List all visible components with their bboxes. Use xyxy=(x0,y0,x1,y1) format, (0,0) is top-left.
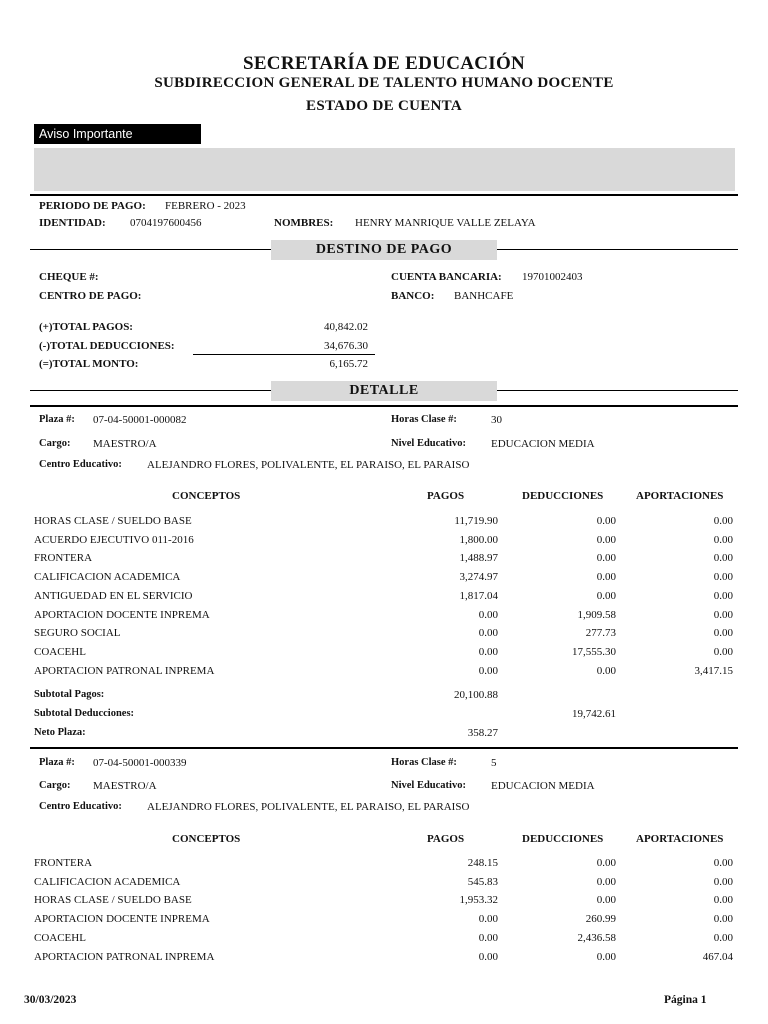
aportaciones-cell: 0.00 xyxy=(713,552,733,565)
aportaciones-cell: 0.00 xyxy=(713,515,733,527)
pagos-cell: 3,274.97 xyxy=(459,571,498,584)
subtotal-pagos-value: 20,100.88 xyxy=(454,689,498,701)
pagos-cell: 1,800.00 xyxy=(459,533,498,546)
nivel-value: EDUCACION MEDIA xyxy=(491,780,595,792)
sum-underline xyxy=(193,354,375,355)
cuenta-label: CUENTA BANCARIA: xyxy=(391,271,502,283)
destino-heading: DESTINO DE PAGO xyxy=(271,240,497,260)
concepto-cell: CALIFICACION ACADEMICA xyxy=(34,875,181,888)
deducciones-cell: 17,555.30 xyxy=(572,645,616,658)
subtotal-deducciones-label: Subtotal Deducciones: xyxy=(34,708,135,719)
col-pagos: PAGOS xyxy=(427,490,465,502)
cheque-label: CHEQUE #: xyxy=(39,271,99,283)
nivel-label: Nivel Educativo: xyxy=(391,438,466,449)
cargo-value: MAESTRO/A xyxy=(93,780,157,792)
deducciones-cell: 260.99 xyxy=(585,913,616,926)
pagos-cell: 0.00 xyxy=(478,950,498,963)
pagos-cell: 1,953.32 xyxy=(459,894,498,907)
aportaciones-cell: 0.00 xyxy=(713,608,733,621)
nivel-label: Nivel Educativo: xyxy=(391,780,466,791)
divider xyxy=(30,194,738,196)
aportaciones-cell: 0.00 xyxy=(713,894,733,907)
pagos-cell: 1,817.04 xyxy=(459,589,498,602)
plaza-label: Plaza #: xyxy=(39,757,75,768)
aportaciones-cell: 0.00 xyxy=(713,627,733,640)
identidad-label: IDENTIDAD: xyxy=(39,217,106,229)
centro-educativo-label: Centro Educativo: xyxy=(39,459,122,470)
aportaciones-cell: 0.00 xyxy=(713,571,733,584)
concepto-cell: HORAS CLASE / SUELDO BASE xyxy=(34,894,192,907)
notice-label: Aviso Importante xyxy=(34,124,201,144)
concepto-cell: COACEHL xyxy=(34,931,86,944)
nivel-value: EDUCACION MEDIA xyxy=(491,438,595,450)
page-title: SECRETARÍA DE EDUCACIÓN xyxy=(242,53,526,74)
pagos-cell: 0.00 xyxy=(478,931,498,944)
deducciones-cell: 0.00 xyxy=(596,664,616,677)
aportaciones-cell: 0.00 xyxy=(713,589,733,602)
footer-date: 30/03/2023 xyxy=(24,994,77,1006)
pagos-cell: 545.83 xyxy=(467,875,498,888)
pagos-cell: 1,488.97 xyxy=(459,552,498,565)
divider xyxy=(30,747,738,749)
col-deducciones: DEDUCCIONES xyxy=(522,833,604,845)
aportaciones-cell: 0.00 xyxy=(713,913,733,926)
subtotal-deducciones-value: 19,742.61 xyxy=(572,708,616,720)
deducciones-cell: 0.00 xyxy=(596,589,616,602)
deducciones-cell: 0.00 xyxy=(596,950,616,963)
horas-value: 30 xyxy=(491,414,502,426)
periodo-label: PERIODO DE PAGO: xyxy=(39,200,146,212)
total-deducciones-value: 34,676.30 xyxy=(324,340,368,352)
nombres-value: HENRY MANRIQUE VALLE ZELAYA xyxy=(355,217,536,229)
centro-pago-label: CENTRO DE PAGO: xyxy=(39,290,142,302)
concepto-cell: APORTACION DOCENTE INPREMA xyxy=(34,913,210,926)
deducciones-cell: 277.73 xyxy=(585,627,616,640)
deducciones-cell: 0.00 xyxy=(596,571,616,584)
divider xyxy=(30,405,738,407)
deducciones-cell: 0.00 xyxy=(596,894,616,907)
concepto-cell: HORAS CLASE / SUELDO BASE xyxy=(34,515,192,527)
pagos-cell: 248.15 xyxy=(467,857,498,869)
banco-value: BANHCAFE xyxy=(454,290,514,302)
cargo-label: Cargo: xyxy=(39,780,71,791)
concepto-cell: APORTACION DOCENTE INPREMA xyxy=(34,608,210,621)
total-monto-label: (=)TOTAL MONTO: xyxy=(39,358,139,370)
concepto-cell: SEGURO SOCIAL xyxy=(34,627,121,640)
cuenta-value: 19701002403 xyxy=(522,271,583,283)
aportaciones-cell: 467.04 xyxy=(702,950,733,963)
col-aportaciones: APORTACIONES xyxy=(636,490,724,502)
pagos-cell: 0.00 xyxy=(478,645,498,658)
concepto-cell: FRONTERA xyxy=(34,857,93,869)
aportaciones-cell: 3,417.15 xyxy=(694,664,733,677)
banco-label: BANCO: xyxy=(391,290,435,302)
horas-label: Horas Clase #: xyxy=(391,757,457,768)
deducciones-cell: 0.00 xyxy=(596,857,616,869)
cargo-label: Cargo: xyxy=(39,438,71,449)
total-pagos-value: 40,842.02 xyxy=(324,321,368,333)
deducciones-cell: 0.00 xyxy=(596,533,616,546)
aportaciones-cell: 0.00 xyxy=(713,931,733,944)
deducciones-cell: 0.00 xyxy=(596,515,616,527)
pagos-cell: 11,719.90 xyxy=(454,515,498,527)
centro-educativo-label: Centro Educativo: xyxy=(39,801,122,812)
col-pagos: PAGOS xyxy=(427,833,465,845)
concepto-cell: CALIFICACION ACADEMICA xyxy=(34,571,181,584)
aportaciones-cell: 0.00 xyxy=(713,875,733,888)
horas-value: 5 xyxy=(491,757,497,769)
deducciones-cell: 0.00 xyxy=(596,875,616,888)
aportaciones-cell: 0.00 xyxy=(713,857,733,869)
centro-educativo-value: ALEJANDRO FLORES, POLIVALENTE, EL PARAISO, EL PARAISO xyxy=(147,459,470,471)
horas-label: Horas Clase #: xyxy=(391,414,457,425)
col-conceptos: CONCEPTOS xyxy=(172,833,241,845)
deducciones-cell: 1,909.58 xyxy=(577,608,616,621)
subtotal-pagos-label: Subtotal Pagos: xyxy=(34,689,105,700)
centro-educativo-value: ALEJANDRO FLORES, POLIVALENTE, EL PARAISO, EL PARAISO xyxy=(147,801,470,813)
identidad-value: 0704197600456 xyxy=(130,217,202,229)
pagos-cell: 0.00 xyxy=(478,627,498,640)
page-subtitle: SUBDIRECCION GENERAL DE TALENTO HUMANO DOCENTE xyxy=(154,75,614,91)
plaza-label: Plaza #: xyxy=(39,414,75,425)
nombres-label: NOMBRES: xyxy=(274,217,334,229)
periodo-value: FEBRERO - 2023 xyxy=(165,200,246,212)
col-conceptos: CONCEPTOS xyxy=(172,490,241,502)
aportaciones-cell: 0.00 xyxy=(713,533,733,546)
neto-plaza-label: Neto Plaza: xyxy=(34,727,86,738)
concepto-cell: ACUERDO EJECUTIVO 011-2016 xyxy=(34,533,194,546)
concepto-cell: APORTACION PATRONAL INPREMA xyxy=(34,664,215,677)
deducciones-cell: 0.00 xyxy=(596,552,616,565)
plaza-value: 07-04-50001-000339 xyxy=(93,757,187,769)
document-title: ESTADO DE CUENTA xyxy=(306,98,462,114)
col-aportaciones: APORTACIONES xyxy=(636,833,724,845)
total-monto-value: 6,165.72 xyxy=(329,358,368,370)
deducciones-cell: 2,436.58 xyxy=(577,931,616,944)
pagos-cell: 0.00 xyxy=(478,664,498,677)
concepto-cell: ANTIGUEDAD EN EL SERVICIO xyxy=(34,589,193,602)
col-deducciones: DEDUCCIONES xyxy=(522,490,604,502)
plaza-value: 07-04-50001-000082 xyxy=(93,414,187,426)
cargo-value: MAESTRO/A xyxy=(93,438,157,450)
concepto-cell: FRONTERA xyxy=(34,552,93,565)
pagos-cell: 0.00 xyxy=(478,608,498,621)
aportaciones-cell: 0.00 xyxy=(713,645,733,658)
total-deducciones-label: (-)TOTAL DEDUCCIONES: xyxy=(39,340,175,352)
detalle-heading: DETALLE xyxy=(271,381,497,401)
pagos-cell: 0.00 xyxy=(478,913,498,926)
concepto-cell: COACEHL xyxy=(34,645,86,658)
notice-box xyxy=(34,148,735,191)
footer-page: Página 1 xyxy=(664,994,707,1006)
total-pagos-label: (+)TOTAL PAGOS: xyxy=(39,321,133,333)
concepto-cell: APORTACION PATRONAL INPREMA xyxy=(34,950,215,963)
neto-plaza-value: 358.27 xyxy=(467,727,498,739)
